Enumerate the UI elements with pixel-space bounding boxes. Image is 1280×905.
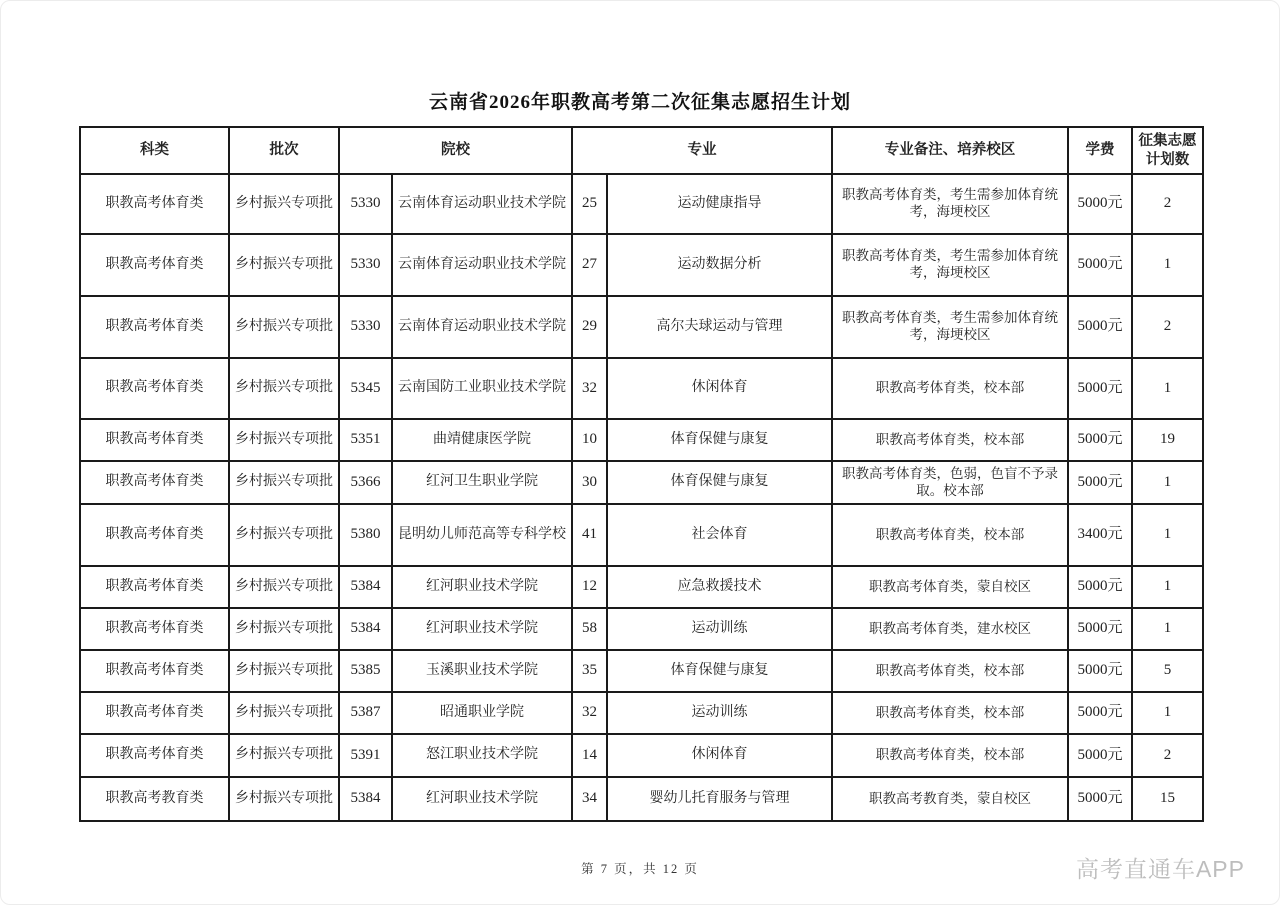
cell-major-code: 25 <box>572 174 607 234</box>
cell-plan-count: 19 <box>1132 419 1203 461</box>
cell-major-code: 32 <box>572 692 607 734</box>
cell-tuition: 5000元 <box>1068 608 1132 650</box>
cell-school-name: 红河职业技术学院 <box>392 777 572 821</box>
cell-major-name: 高尔夫球运动与管理 <box>607 296 832 358</box>
cell-plan-count: 1 <box>1132 234 1203 296</box>
cell-remark: 职教高考体育类，校本部 <box>832 504 1068 566</box>
cell-batch: 乡村振兴专项批 <box>229 504 339 566</box>
table-row <box>80 504 1203 566</box>
cell-school-code: 5345 <box>339 358 392 419</box>
cell-school-code: 5384 <box>339 566 392 608</box>
table-body <box>80 174 1203 821</box>
cell-remark: 职教高考体育类，校本部 <box>832 419 1068 461</box>
header-category: 科类 <box>80 127 229 174</box>
cell-major-name: 体育保健与康复 <box>607 419 832 461</box>
cell-category: 职教高考体育类 <box>80 234 229 296</box>
cell-remark: 职教高考体育类，考生需参加体育统考，海埂校区 <box>832 234 1068 296</box>
cell-school-code: 5380 <box>339 504 392 566</box>
cell-major-code: 41 <box>572 504 607 566</box>
page-number: 第 7 页，共 12 页 <box>581 862 699 876</box>
cell-school-name: 昆明幼儿师范高等专科学校 <box>392 504 572 566</box>
cell-batch: 乡村振兴专项批 <box>229 358 339 419</box>
cell-major-code: 27 <box>572 234 607 296</box>
table-row <box>80 777 1203 821</box>
table-header <box>80 127 1203 174</box>
cell-plan-count: 1 <box>1132 566 1203 608</box>
cell-category: 职教高考体育类 <box>80 296 229 358</box>
cell-remark: 职教高考体育类，考生需参加体育统考，海埂校区 <box>832 296 1068 358</box>
watermark-label: 高考直通车APP <box>1075 856 1245 882</box>
cell-school-name: 红河职业技术学院 <box>392 608 572 650</box>
cell-plan-count: 2 <box>1132 734 1203 777</box>
table-row <box>80 692 1203 734</box>
enrollment-plan-table <box>79 126 1204 822</box>
cell-major-code: 58 <box>572 608 607 650</box>
cell-school-name: 云南体育运动职业技术学院 <box>392 174 572 234</box>
cell-batch: 乡村振兴专项批 <box>229 692 339 734</box>
cell-major-name: 休闲体育 <box>607 358 832 419</box>
cell-remark: 职教高考体育类，校本部 <box>832 358 1068 419</box>
cell-school-name: 云南体育运动职业技术学院 <box>392 296 572 358</box>
cell-batch: 乡村振兴专项批 <box>229 608 339 650</box>
cell-school-code: 5384 <box>339 777 392 821</box>
cell-tuition: 5000元 <box>1068 566 1132 608</box>
cell-batch: 乡村振兴专项批 <box>229 296 339 358</box>
header-remark: 专业备注、培养校区 <box>832 127 1068 174</box>
cell-plan-count: 1 <box>1132 504 1203 566</box>
cell-tuition: 5000元 <box>1068 777 1132 821</box>
page-title: 云南省2026年职教高考第二次征集志愿招生计划 <box>428 92 851 113</box>
cell-remark: 职教高考体育类，建水校区 <box>832 608 1068 650</box>
cell-batch: 乡村振兴专项批 <box>229 419 339 461</box>
cell-category: 职教高考体育类 <box>80 358 229 419</box>
cell-batch: 乡村振兴专项批 <box>229 174 339 234</box>
cell-plan-count: 2 <box>1132 296 1203 358</box>
cell-tuition: 5000元 <box>1068 234 1132 296</box>
cell-category: 职教高考体育类 <box>80 566 229 608</box>
cell-category: 职教高考体育类 <box>80 734 229 777</box>
cell-remark: 职教高考体育类，校本部 <box>832 692 1068 734</box>
cell-batch: 乡村振兴专项批 <box>229 777 339 821</box>
cell-school-name: 昭通职业学院 <box>392 692 572 734</box>
cell-remark: 职教高考体育类，校本部 <box>832 650 1068 692</box>
cell-plan-count: 1 <box>1132 358 1203 419</box>
cell-tuition: 3400元 <box>1068 504 1132 566</box>
header-tuition: 学费 <box>1068 127 1132 174</box>
cell-tuition: 5000元 <box>1068 692 1132 734</box>
table-row <box>80 234 1203 296</box>
cell-school-name: 云南体育运动职业技术学院 <box>392 234 572 296</box>
cell-batch: 乡村振兴专项批 <box>229 234 339 296</box>
table-row <box>80 734 1203 777</box>
cell-school-code: 5351 <box>339 419 392 461</box>
cell-category: 职教高考体育类 <box>80 504 229 566</box>
cell-category: 职教高考体育类 <box>80 692 229 734</box>
cell-plan-count: 5 <box>1132 650 1203 692</box>
cell-tuition: 5000元 <box>1068 296 1132 358</box>
cell-school-name: 玉溪职业技术学院 <box>392 650 572 692</box>
header-batch: 批次 <box>229 127 339 174</box>
cell-major-code: 34 <box>572 777 607 821</box>
table-row <box>80 174 1203 234</box>
cell-school-code: 5384 <box>339 608 392 650</box>
cell-school-code: 5330 <box>339 174 392 234</box>
cell-category: 职教高考体育类 <box>80 650 229 692</box>
cell-major-name: 运动训练 <box>607 608 832 650</box>
cell-plan-count: 1 <box>1132 608 1203 650</box>
cell-school-code: 5330 <box>339 296 392 358</box>
cell-remark: 职教高考体育类，校本部 <box>832 734 1068 777</box>
cell-major-code: 35 <box>572 650 607 692</box>
cell-major-name: 运动健康指导 <box>607 174 832 234</box>
cell-major-code: 32 <box>572 358 607 419</box>
cell-plan-count: 1 <box>1132 461 1203 504</box>
cell-school-code: 5366 <box>339 461 392 504</box>
cell-batch: 乡村振兴专项批 <box>229 461 339 504</box>
table-row <box>80 358 1203 419</box>
cell-plan-count: 15 <box>1132 777 1203 821</box>
table-row <box>80 419 1203 461</box>
table-row <box>80 650 1203 692</box>
header-plan-count: 征集志愿计划数 <box>1132 127 1203 174</box>
cell-tuition: 5000元 <box>1068 650 1132 692</box>
cell-school-name: 云南国防工业职业技术学院 <box>392 358 572 419</box>
cell-major-code: 29 <box>572 296 607 358</box>
cell-tuition: 5000元 <box>1068 461 1132 504</box>
cell-category: 职教高考体育类 <box>80 608 229 650</box>
cell-major-name: 休闲体育 <box>607 734 832 777</box>
header-major: 专业 <box>572 127 832 174</box>
cell-school-code: 5385 <box>339 650 392 692</box>
cell-school-name: 红河职业技术学院 <box>392 566 572 608</box>
cell-tuition: 5000元 <box>1068 734 1132 777</box>
cell-remark: 职教高考体育类，蒙自校区 <box>832 566 1068 608</box>
cell-school-code: 5387 <box>339 692 392 734</box>
cell-batch: 乡村振兴专项批 <box>229 650 339 692</box>
table-row <box>80 296 1203 358</box>
cell-major-code: 10 <box>572 419 607 461</box>
cell-major-name: 体育保健与康复 <box>607 650 832 692</box>
cell-school-name: 怒江职业技术学院 <box>392 734 572 777</box>
header-row <box>80 127 1203 174</box>
cell-major-name: 运动训练 <box>607 692 832 734</box>
cell-category: 职教高考教育类 <box>80 777 229 821</box>
table-row <box>80 566 1203 608</box>
cell-remark: 职教高考体育类，考生需参加体育统考，海埂校区 <box>832 174 1068 234</box>
cell-tuition: 5000元 <box>1068 419 1132 461</box>
cell-major-code: 30 <box>572 461 607 504</box>
cell-major-code: 12 <box>572 566 607 608</box>
cell-tuition: 5000元 <box>1068 358 1132 419</box>
cell-major-code: 14 <box>572 734 607 777</box>
cell-remark: 职教高考教育类，蒙自校区 <box>832 777 1068 821</box>
cell-remark: 职教高考体育类，色弱，色盲不予录取。校本部 <box>832 461 1068 504</box>
cell-batch: 乡村振兴专项批 <box>229 566 339 608</box>
cell-major-name: 运动数据分析 <box>607 234 832 296</box>
cell-category: 职教高考体育类 <box>80 174 229 234</box>
cell-major-name: 社会体育 <box>607 504 832 566</box>
cell-school-code: 5391 <box>339 734 392 777</box>
cell-school-code: 5330 <box>339 234 392 296</box>
cell-category: 职教高考体育类 <box>80 419 229 461</box>
cell-tuition: 5000元 <box>1068 174 1132 234</box>
header-school: 院校 <box>339 127 572 174</box>
cell-school-name: 曲靖健康医学院 <box>392 419 572 461</box>
table-row <box>80 608 1203 650</box>
table-row <box>80 461 1203 504</box>
cell-school-name: 红河卫生职业学院 <box>392 461 572 504</box>
cell-batch: 乡村振兴专项批 <box>229 734 339 777</box>
cell-major-name: 体育保健与康复 <box>607 461 832 504</box>
cell-plan-count: 1 <box>1132 692 1203 734</box>
cell-major-name: 应急救援技术 <box>607 566 832 608</box>
cell-major-name: 婴幼儿托育服务与管理 <box>607 777 832 821</box>
cell-plan-count: 2 <box>1132 174 1203 234</box>
cell-category: 职教高考体育类 <box>80 461 229 504</box>
